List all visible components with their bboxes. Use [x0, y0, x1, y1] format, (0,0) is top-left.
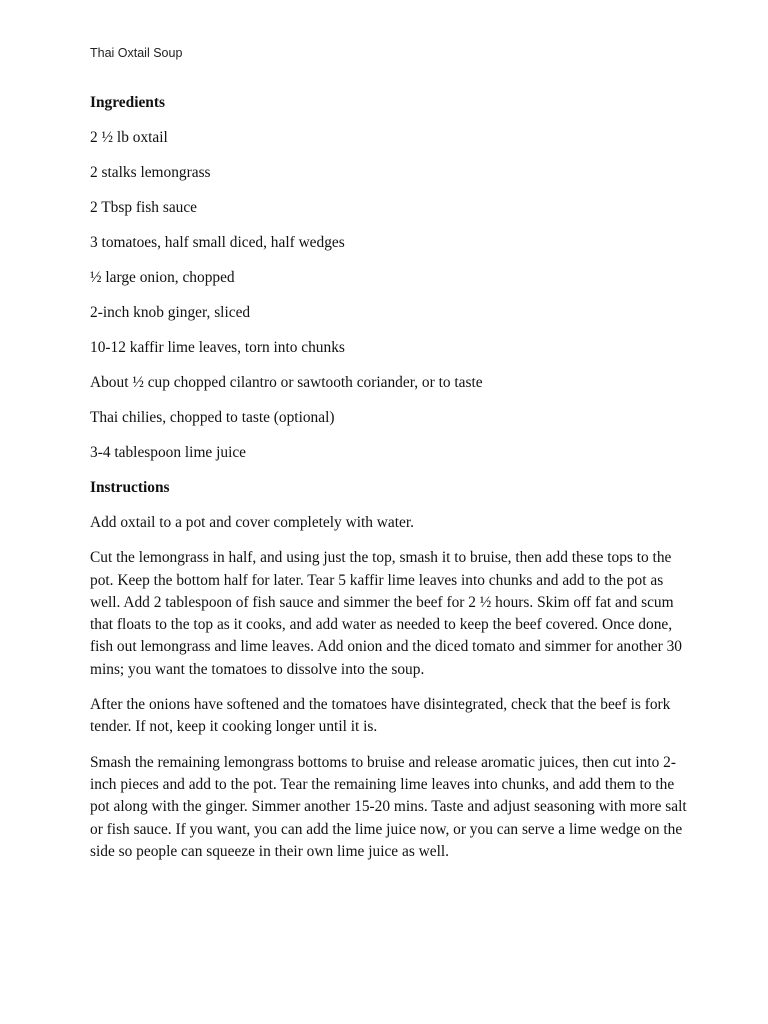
ingredient-item: 2-inch knob ginger, sliced [90, 304, 251, 321]
instruction-paragraph: After the onions have softened and the tomatoes have disintegrated, check that the beef is fork tender. If not, keep it cooking longer until it is. [90, 696, 671, 736]
ingredients-heading: Ingredients [90, 94, 165, 111]
instruction-paragraph: Add oxtail to a pot and cover completely with water. [90, 514, 414, 531]
ingredient-item: ½ large onion, chopped [90, 269, 235, 286]
page-header: Thai Oxtail Soup [90, 46, 183, 60]
instruction-paragraph: Cut the lemongrass in half, and using just the top, smash it to bruise, then add these tops to the pot. Keep the bottom half for later. Tear 5 kaffir lime leaves into chunks and add to the pot as well. Add 2 tablespoon of fish sauce and simmer the beef for 2 ½ hours. Skim off fat and scum that floats to the top as it cooks, and add water as needed to keep the beef covered. Once done, fish out lemongrass and lime leaves. Add onion and the diced tomato and simmer for another 30 mins; you want the tomatoes to dissolve into the soup. [90, 549, 682, 678]
ingredient-item: 3 tomatoes, half small diced, half wedges [90, 234, 345, 251]
ingredient-item: 3-4 tablespoon lime juice [90, 444, 247, 461]
instruction-paragraph: Smash the remaining lemongrass bottoms to bruise and release aromatic juices, then cut into 2-inch pieces and add to the pot. Tear the remaining lime leaves into chunks, and add them to the pot along with the ginger. Simmer another 15-20 mins. Taste and adjust seasoning with more salt or fish sauce. If you want, you can add the lime juice now, or you can serve a lime wedge on the side so people can squeeze in their own lime juice as well. [90, 753, 687, 860]
ingredient-item: 10-12 kaffir lime leaves, torn into chunks [90, 339, 345, 356]
ingredient-item: Thai chilies, chopped to taste (optional) [90, 409, 335, 426]
ingredient-item: 2 Tbsp fish sauce [90, 199, 198, 216]
document-body [90, 92, 690, 876]
ingredient-item: 2 ½ lb oxtail [90, 129, 168, 146]
ingredients-list [90, 127, 690, 464]
ingredient-item: 2 stalks lemongrass [90, 164, 211, 181]
instructions-heading: Instructions [90, 479, 170, 496]
ingredient-item: About ½ cup chopped cilantro or sawtooth coriander, or to taste [90, 374, 483, 391]
